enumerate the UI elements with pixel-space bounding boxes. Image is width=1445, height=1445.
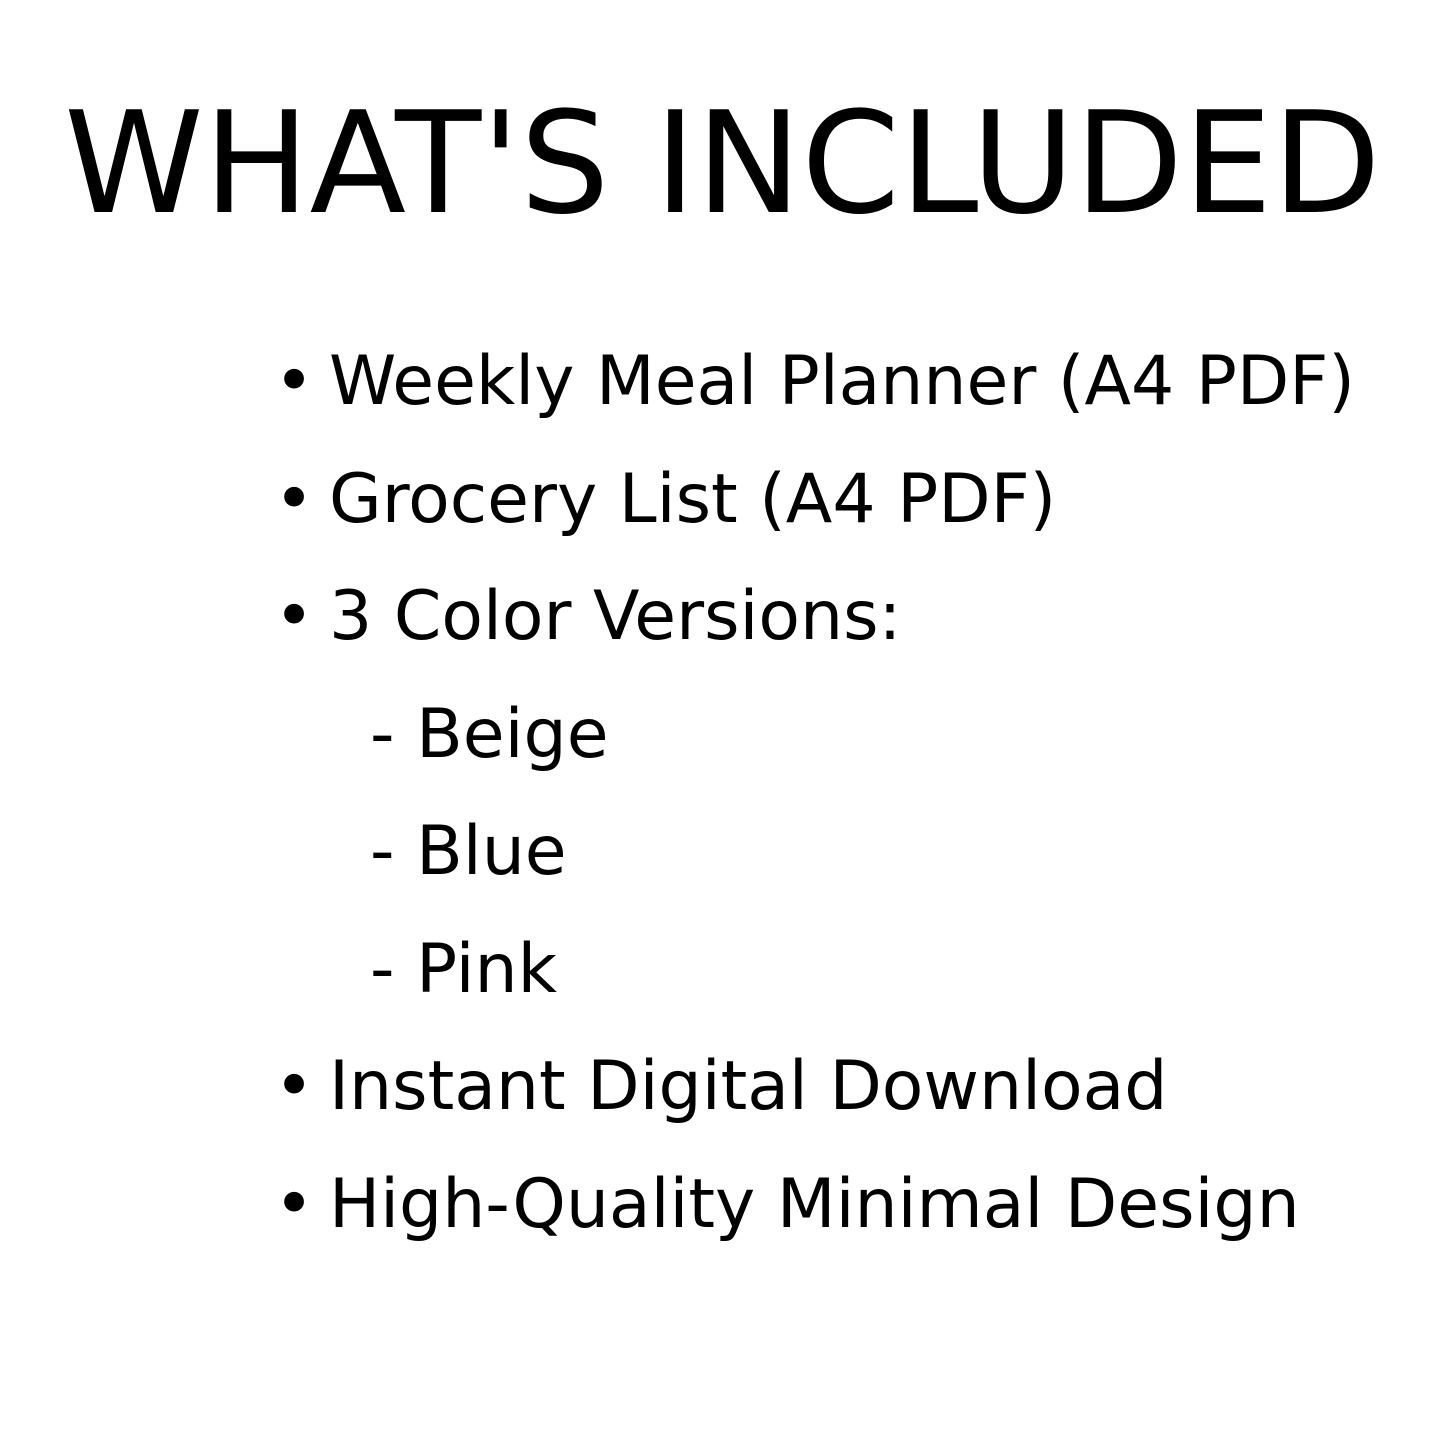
list-item-text: Grocery List (A4 PDF) [329, 459, 1057, 539]
bullet-icon: • [274, 1164, 315, 1244]
bullet-icon: • [274, 342, 315, 421]
list-item-text: Weekly Meal Planner (A4 PDF) [329, 342, 1355, 421]
bullet-icon: • [274, 577, 315, 656]
sub-list-item-text: - Pink [370, 929, 558, 1009]
list-item [0, 1146, 1445, 1264]
list-item [0, 441, 1445, 559]
page-title: WHAT'S INCLUDED [64, 82, 1381, 246]
list-item [0, 323, 1445, 441]
list-item-text: Instant Digital Download [329, 1047, 1168, 1126]
list-item [0, 1028, 1445, 1146]
sub-list-item [0, 676, 1445, 794]
list-item-text: High-Quality Minimal Design [329, 1164, 1300, 1244]
sub-list-item [0, 911, 1445, 1029]
list-item-text: 3 Color Versions: [329, 577, 902, 656]
included-list [0, 323, 1445, 1263]
sub-list-item [0, 793, 1445, 911]
sub-list-item-text: - Blue [370, 812, 567, 891]
bullet-icon: • [274, 1047, 315, 1126]
bullet-icon: • [274, 459, 315, 539]
sub-list-item-text: - Beige [370, 694, 609, 774]
list-item [0, 558, 1445, 676]
